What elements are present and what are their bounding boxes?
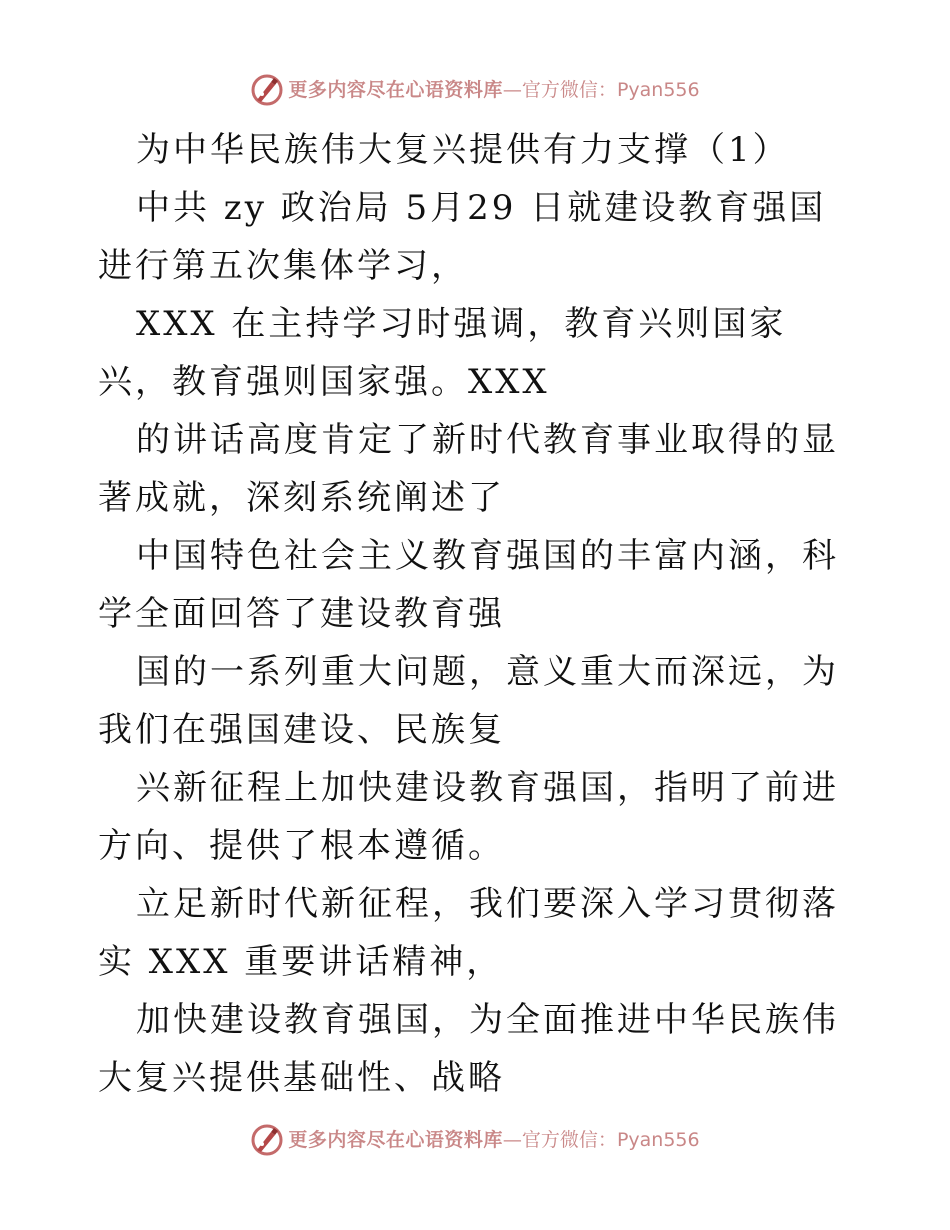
watermark-wechat-id: Pyan556 [616,78,700,101]
pen-circle-logo-icon [250,1123,284,1157]
document-title: 为中华民族伟大复兴提供有力支撑（1） [136,130,790,170]
paragraph: 国的一系列重大问题，意义重大而深远，为我们在强国建设、民族复 [98,652,839,750]
paragraph: 中国特色社会主义教育强国的丰富内涵，科学全面回答了建设教育强 [98,536,839,634]
watermark-separator: — [502,78,522,101]
paragraph: 兴新征程上加快建设教育强国，指明了前进方向、提供了根本遵循。 [98,768,839,866]
paragraph: 的讲话高度肯定了新时代教育事业取得的显著成就，深刻系统阐述了 [98,420,839,518]
paragraph: 中共 zy 政治局 5月29 日就建设教育强国进行第五次集体学习， [98,188,827,286]
watermark-footer [0,1122,950,1158]
watermark-brand: 更多内容尽在心语资料库 [288,1128,503,1151]
document-body [98,121,858,1107]
watermark-separator: — [502,1128,522,1151]
watermark-header [0,72,950,108]
paragraph: 加快建设教育强国，为全面推进中华民族伟大复兴提供基础性、战略 [98,1000,839,1098]
paragraph: 立足新时代新征程，我们要深入学习贯彻落实 XXX 重要讲话精神， [98,884,839,982]
pen-circle-logo-icon [250,73,284,107]
watermark-label: 官方微信： [521,78,617,101]
watermark-brand: 更多内容尽在心语资料库 [288,78,503,101]
paragraph: XXX 在主持学习时强调，教育兴则国家兴，教育强则国家强。XXX [98,304,787,402]
watermark-label: 官方微信： [521,1128,617,1151]
watermark-wechat-id: Pyan556 [616,1128,700,1151]
